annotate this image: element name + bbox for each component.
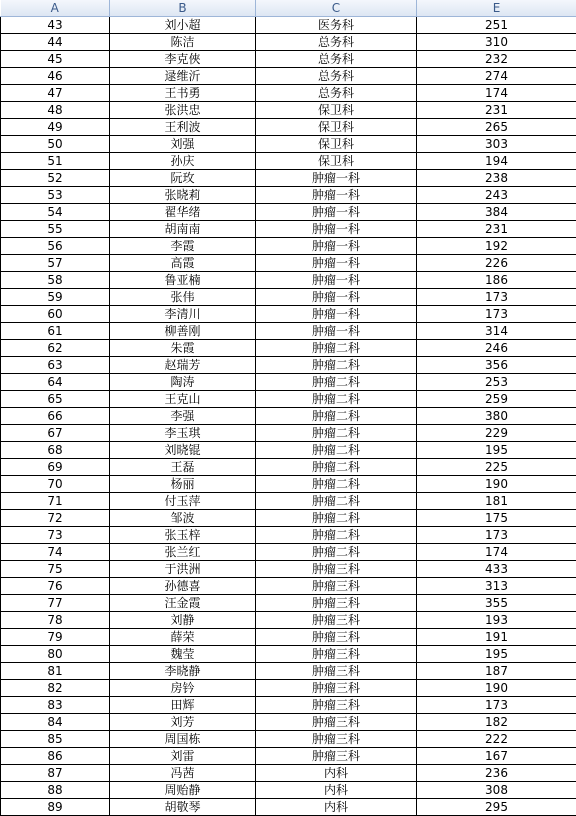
cell-value[interactable]: 173 [417, 527, 576, 544]
cell-value[interactable]: 433 [417, 561, 576, 578]
cell-value[interactable]: 310 [417, 34, 576, 51]
table-row [1, 748, 576, 765]
cell-number[interactable]: 43 [1, 17, 110, 34]
cell-number[interactable]: 77 [1, 595, 110, 612]
cell-number[interactable]: 46 [1, 68, 110, 85]
cell-department[interactable]: 内科 [256, 782, 417, 799]
cell-department[interactable]: 保卫科 [256, 153, 417, 170]
table-row [1, 765, 576, 782]
cell-department[interactable]: 总务科 [256, 51, 417, 68]
table-row [1, 85, 576, 102]
cell-name[interactable]: 陈洁 [110, 34, 256, 51]
cell-value[interactable]: 173 [417, 697, 576, 714]
cell-number[interactable]: 74 [1, 544, 110, 561]
cell-name[interactable]: 王书勇 [110, 85, 256, 102]
cell-name[interactable]: 柳善刚 [110, 323, 256, 340]
cell-department[interactable]: 肿瘤三科 [256, 663, 417, 680]
table-row [1, 170, 576, 187]
cell-number[interactable]: 65 [1, 391, 110, 408]
cell-department[interactable]: 总务科 [256, 85, 417, 102]
cell-number[interactable]: 75 [1, 561, 110, 578]
cell-department[interactable]: 肿瘤三科 [256, 714, 417, 731]
cell-department[interactable]: 肿瘤三科 [256, 680, 417, 697]
cell-department[interactable]: 医务科 [256, 17, 417, 34]
table-row [1, 374, 576, 391]
cell-value[interactable]: 314 [417, 323, 576, 340]
cell-name[interactable]: 于洪洲 [110, 561, 256, 578]
table-row [1, 204, 576, 221]
cell-name[interactable]: 刘强 [110, 136, 256, 153]
cell-department[interactable]: 内科 [256, 765, 417, 782]
cell-value[interactable]: 274 [417, 68, 576, 85]
cell-value[interactable]: 231 [417, 102, 576, 119]
cell-department[interactable]: 肿瘤一科 [256, 306, 417, 323]
table-row [1, 646, 576, 663]
cell-department[interactable]: 总务科 [256, 34, 417, 51]
cell-department[interactable]: 肿瘤一科 [256, 170, 417, 187]
table-row [1, 34, 576, 51]
cell-value[interactable]: 380 [417, 408, 576, 425]
table-row [1, 442, 576, 459]
cell-number[interactable]: 82 [1, 680, 110, 697]
cell-value[interactable]: 173 [417, 306, 576, 323]
cell-number[interactable]: 54 [1, 204, 110, 221]
cell-name[interactable]: 张兰红 [110, 544, 256, 561]
table-row [1, 408, 576, 425]
cell-value[interactable]: 181 [417, 493, 576, 510]
cell-value[interactable]: 253 [417, 374, 576, 391]
column-header-row [1, 0, 576, 17]
table-row [1, 595, 576, 612]
cell-name[interactable]: 阮玫 [110, 170, 256, 187]
table-row [1, 714, 576, 731]
cell-name[interactable]: 王磊 [110, 459, 256, 476]
cell-value[interactable]: 167 [417, 748, 576, 765]
cell-name[interactable]: 王利波 [110, 119, 256, 136]
cell-name[interactable]: 朱霞 [110, 340, 256, 357]
cell-value[interactable]: 173 [417, 289, 576, 306]
cell-name[interactable]: 胡南南 [110, 221, 256, 238]
cell-number[interactable]: 76 [1, 578, 110, 595]
cell-name[interactable]: 魏莹 [110, 646, 256, 663]
cell-name[interactable]: 孙庆 [110, 153, 256, 170]
cell-number[interactable]: 58 [1, 272, 110, 289]
table-row [1, 425, 576, 442]
cell-number[interactable]: 71 [1, 493, 110, 510]
table-row [1, 510, 576, 527]
table-row [1, 799, 576, 816]
table-row [1, 340, 576, 357]
table-row [1, 782, 576, 799]
cell-number[interactable]: 44 [1, 34, 110, 51]
cell-name[interactable]: 邹波 [110, 510, 256, 527]
table-row [1, 221, 576, 238]
cell-value[interactable]: 190 [417, 680, 576, 697]
cell-number[interactable]: 67 [1, 425, 110, 442]
cell-department[interactable]: 保卫科 [256, 102, 417, 119]
sheet-body [1, 17, 576, 816]
cell-name[interactable]: 刘晓锟 [110, 442, 256, 459]
cell-number[interactable]: 83 [1, 697, 110, 714]
cell-name[interactable]: 张伟 [110, 289, 256, 306]
cell-value[interactable]: 175 [417, 510, 576, 527]
cell-name[interactable]: 李强 [110, 408, 256, 425]
table-row [1, 51, 576, 68]
cell-department[interactable]: 肿瘤一科 [256, 221, 417, 238]
cell-number[interactable]: 48 [1, 102, 110, 119]
cell-number[interactable]: 53 [1, 187, 110, 204]
table-row [1, 680, 576, 697]
cell-department[interactable]: 内科 [256, 799, 417, 816]
table-row [1, 187, 576, 204]
cell-value[interactable]: 222 [417, 731, 576, 748]
table-row [1, 68, 576, 85]
cell-value[interactable]: 191 [417, 629, 576, 646]
column-header-a[interactable]: A [1, 0, 110, 17]
cell-value[interactable]: 243 [417, 187, 576, 204]
cell-value[interactable]: 232 [417, 51, 576, 68]
table-row [1, 17, 576, 34]
table-row [1, 272, 576, 289]
cell-department[interactable]: 肿瘤一科 [256, 323, 417, 340]
cell-value[interactable]: 236 [417, 765, 576, 782]
cell-value[interactable]: 225 [417, 459, 576, 476]
cell-number[interactable]: 64 [1, 374, 110, 391]
cell-number[interactable]: 59 [1, 289, 110, 306]
cell-value[interactable]: 313 [417, 578, 576, 595]
cell-number[interactable]: 66 [1, 408, 110, 425]
table-row [1, 391, 576, 408]
cell-name[interactable]: 赵瑞芳 [110, 357, 256, 374]
cell-value[interactable]: 295 [417, 799, 576, 816]
cell-number[interactable]: 45 [1, 51, 110, 68]
table-row [1, 238, 576, 255]
table-row [1, 663, 576, 680]
cell-name[interactable]: 刘芳 [110, 714, 256, 731]
cell-number[interactable]: 49 [1, 119, 110, 136]
cell-name[interactable]: 胡敬琴 [110, 799, 256, 816]
cell-name[interactable]: 张洪忠 [110, 102, 256, 119]
cell-number[interactable]: 73 [1, 527, 110, 544]
cell-value[interactable]: 187 [417, 663, 576, 680]
cell-value[interactable]: 192 [417, 238, 576, 255]
cell-name[interactable]: 陶涛 [110, 374, 256, 391]
cell-number[interactable]: 81 [1, 663, 110, 680]
cell-name[interactable]: 张晓莉 [110, 187, 256, 204]
cell-department[interactable]: 肿瘤二科 [256, 527, 417, 544]
cell-department[interactable]: 肿瘤一科 [256, 272, 417, 289]
cell-department[interactable]: 肿瘤二科 [256, 459, 417, 476]
cell-department[interactable]: 肿瘤二科 [256, 510, 417, 527]
cell-department[interactable]: 肿瘤一科 [256, 204, 417, 221]
cell-name[interactable]: 汪金霞 [110, 595, 256, 612]
cell-name[interactable]: 李晓静 [110, 663, 256, 680]
cell-number[interactable]: 61 [1, 323, 110, 340]
cell-name[interactable]: 高霞 [110, 255, 256, 272]
table-row [1, 697, 576, 714]
cell-name[interactable]: 鲁亚楠 [110, 272, 256, 289]
cell-department[interactable]: 保卫科 [256, 119, 417, 136]
cell-value[interactable]: 182 [417, 714, 576, 731]
cell-department[interactable]: 肿瘤二科 [256, 357, 417, 374]
table-row [1, 119, 576, 136]
cell-value[interactable]: 265 [417, 119, 576, 136]
cell-value[interactable]: 384 [417, 204, 576, 221]
cell-name[interactable]: 房钤 [110, 680, 256, 697]
cell-value[interactable]: 246 [417, 340, 576, 357]
cell-name[interactable]: 李玉琪 [110, 425, 256, 442]
table-row [1, 527, 576, 544]
cell-value[interactable]: 229 [417, 425, 576, 442]
cell-number[interactable]: 51 [1, 153, 110, 170]
cell-name[interactable]: 冯茜 [110, 765, 256, 782]
cell-department[interactable]: 肿瘤一科 [256, 289, 417, 306]
cell-number[interactable]: 50 [1, 136, 110, 153]
cell-name[interactable]: 李克俠 [110, 51, 256, 68]
cell-department[interactable]: 肿瘤三科 [256, 561, 417, 578]
table-row [1, 578, 576, 595]
table-row [1, 731, 576, 748]
cell-name[interactable]: 张玉梓 [110, 527, 256, 544]
cell-name[interactable]: 刘静 [110, 612, 256, 629]
cell-value[interactable]: 226 [417, 255, 576, 272]
cell-number[interactable]: 60 [1, 306, 110, 323]
table-row [1, 255, 576, 272]
table-row [1, 612, 576, 629]
cell-department[interactable]: 肿瘤二科 [256, 425, 417, 442]
cell-number[interactable]: 89 [1, 799, 110, 816]
cell-name[interactable]: 李霞 [110, 238, 256, 255]
cell-name[interactable]: 翟华绪 [110, 204, 256, 221]
cell-name[interactable]: 付玉萍 [110, 493, 256, 510]
cell-number[interactable]: 57 [1, 255, 110, 272]
cell-number[interactable]: 52 [1, 170, 110, 187]
cell-value[interactable]: 186 [417, 272, 576, 289]
cell-value[interactable]: 355 [417, 595, 576, 612]
cell-department[interactable]: 肿瘤三科 [256, 697, 417, 714]
cell-value[interactable]: 193 [417, 612, 576, 629]
table-row [1, 476, 576, 493]
cell-department[interactable]: 肿瘤二科 [256, 374, 417, 391]
column-header-c[interactable]: C [256, 0, 417, 17]
cell-number[interactable]: 47 [1, 85, 110, 102]
cell-value[interactable]: 174 [417, 544, 576, 561]
cell-number[interactable]: 78 [1, 612, 110, 629]
cell-department[interactable]: 肿瘤二科 [256, 493, 417, 510]
cell-number[interactable]: 85 [1, 731, 110, 748]
table-row [1, 102, 576, 119]
cell-number[interactable]: 56 [1, 238, 110, 255]
cell-number[interactable]: 63 [1, 357, 110, 374]
cell-value[interactable]: 259 [417, 391, 576, 408]
cell-name[interactable]: 杨丽 [110, 476, 256, 493]
cell-department[interactable]: 肿瘤三科 [256, 629, 417, 646]
table-row [1, 629, 576, 646]
cell-department[interactable]: 肿瘤三科 [256, 578, 417, 595]
cell-department[interactable]: 肿瘤一科 [256, 187, 417, 204]
cell-number[interactable]: 69 [1, 459, 110, 476]
cell-department[interactable]: 肿瘤二科 [256, 544, 417, 561]
cell-value[interactable]: 251 [417, 17, 576, 34]
cell-value[interactable]: 356 [417, 357, 576, 374]
cell-value[interactable]: 174 [417, 85, 576, 102]
cell-number[interactable]: 70 [1, 476, 110, 493]
table-row [1, 323, 576, 340]
cell-value[interactable]: 190 [417, 476, 576, 493]
cell-name[interactable]: 薛荣 [110, 629, 256, 646]
cell-value[interactable]: 195 [417, 646, 576, 663]
column-header-e[interactable]: E [417, 0, 576, 17]
cell-department[interactable]: 肿瘤一科 [256, 238, 417, 255]
cell-department[interactable]: 肿瘤三科 [256, 748, 417, 765]
cell-department[interactable]: 肿瘤一科 [256, 255, 417, 272]
cell-department[interactable]: 保卫科 [256, 136, 417, 153]
cell-number[interactable]: 86 [1, 748, 110, 765]
cell-number[interactable]: 87 [1, 765, 110, 782]
cell-department[interactable]: 肿瘤三科 [256, 595, 417, 612]
table-row [1, 357, 576, 374]
cell-department[interactable]: 肿瘤二科 [256, 391, 417, 408]
table-row [1, 306, 576, 323]
cell-name[interactable]: 王克山 [110, 391, 256, 408]
cell-department[interactable]: 肿瘤二科 [256, 476, 417, 493]
cell-value[interactable]: 195 [417, 442, 576, 459]
column-header-b[interactable]: B [110, 0, 256, 17]
cell-department[interactable]: 肿瘤二科 [256, 442, 417, 459]
cell-name[interactable]: 周贻静 [110, 782, 256, 799]
cell-number[interactable]: 68 [1, 442, 110, 459]
table-row [1, 153, 576, 170]
cell-name[interactable]: 刘雷 [110, 748, 256, 765]
cell-value[interactable]: 308 [417, 782, 576, 799]
cell-value[interactable]: 231 [417, 221, 576, 238]
cell-department[interactable]: 肿瘤三科 [256, 646, 417, 663]
cell-department[interactable]: 总务科 [256, 68, 417, 85]
cell-number[interactable]: 79 [1, 629, 110, 646]
cell-number[interactable]: 80 [1, 646, 110, 663]
cell-value[interactable]: 303 [417, 136, 576, 153]
cell-department[interactable]: 肿瘤三科 [256, 612, 417, 629]
cell-value[interactable]: 194 [417, 153, 576, 170]
table-row [1, 544, 576, 561]
table-row [1, 493, 576, 510]
cell-department[interactable]: 肿瘤二科 [256, 408, 417, 425]
cell-name[interactable]: 周国栋 [110, 731, 256, 748]
cell-name[interactable]: 刘小超 [110, 17, 256, 34]
cell-value[interactable]: 238 [417, 170, 576, 187]
cell-number[interactable]: 72 [1, 510, 110, 527]
cell-department[interactable]: 肿瘤二科 [256, 340, 417, 357]
cell-number[interactable]: 84 [1, 714, 110, 731]
table-row [1, 289, 576, 306]
cell-department[interactable]: 肿瘤三科 [256, 731, 417, 748]
cell-name[interactable]: 孙德喜 [110, 578, 256, 595]
table-row [1, 459, 576, 476]
cell-number[interactable]: 62 [1, 340, 110, 357]
cell-name[interactable]: 逯维沂 [110, 68, 256, 85]
cell-name[interactable]: 李清川 [110, 306, 256, 323]
cell-number[interactable]: 88 [1, 782, 110, 799]
table-row [1, 136, 576, 153]
table-row [1, 561, 576, 578]
cell-number[interactable]: 55 [1, 221, 110, 238]
cell-name[interactable]: 田辉 [110, 697, 256, 714]
